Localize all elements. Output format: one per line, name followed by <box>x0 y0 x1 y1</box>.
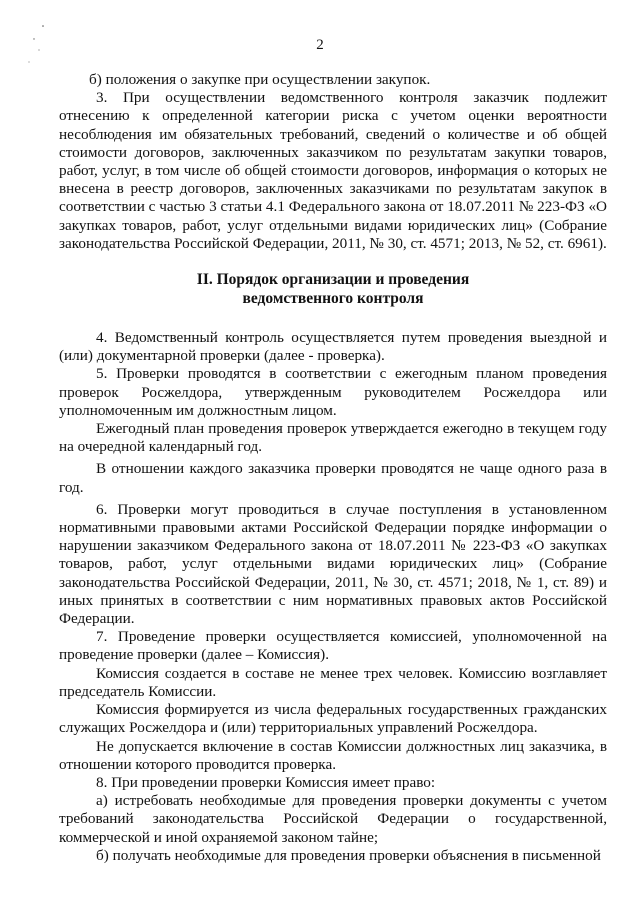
section-heading-line-2: ведомственного контроля <box>242 289 424 307</box>
document-body <box>59 71 607 865</box>
paragraph-commission-formation: Комиссия формируется из числа федеральных государственных гражданских служащих Росжелдора и (или) территориальных управлений Росжелдора. <box>59 701 607 737</box>
section-heading <box>59 271 607 308</box>
section-heading-line-1: II. Порядок организации и проведения <box>196 271 470 289</box>
paragraph-frequency: В отношении каждого заказчика проверки проводятся не чаще одного раза в год. <box>59 460 607 496</box>
paragraph-commission-size: Комиссия создается в составе не менее трех человек. Комиссию возглавляет председатель Комиссии. <box>59 664 607 700</box>
page-number: 2 <box>316 37 324 53</box>
paragraph-point-5: 5. Проверки проводятся в соответствии с ежегодным планом проведения проверок Росжелдора, утвержденным руководителем Росжелдора или уполномоченным им должностным лицом. <box>59 365 607 419</box>
paragraph-point-4: 4. Ведомственный контроль осуществляется путем проведения выездной и (или) документарной проверки (далее - проверка). <box>59 329 607 365</box>
paragraph-annual-plan: Ежегодный план проведения проверок утверждается ежегодно в текущем году на очередной календарный год. <box>59 420 607 456</box>
paragraph-point-6: 6. Проверки могут проводиться в случае поступления в установленном нормативными правовыми актами Российской Федерации порядке информации о нарушении заказчиком Федерального закона от 18.07.2011 № 223-ФЗ «О закупках товаров, работ, услуг отдельными видами юридических лиц» (Собрание законодательства Российской Федерации, 2011, № 30, ст. 4571; 2018, № 1, ст. 89) и иных принятых в соответствии с ним нормативных правовых актов Российской Федерации. <box>59 500 607 628</box>
paragraph-point-8: 8. При проведении проверки Комиссия имеет право: <box>96 773 436 791</box>
paragraph-point-b: б) положения о закупке при осуществлении закупок. <box>89 71 431 88</box>
paragraph-point-7: 7. Проведение проверки осуществляется комиссией, уполномоченной на проведение проверки (далее – Комиссия). <box>59 628 607 664</box>
paragraph-point-3: 3. При осуществлении ведомственного контроля заказчик подлежит отнесению к определенной категории риска с учетом оценки вероятности несоблюдения им обязательных требований, сведений о количестве и об общей стоимости договоров, заключенных заказчиком по результатам закупки товаров, работ, услуг, в том числе об общей стоимости договоров, информация о которых не внесена в реестр договоров, заключенных заказчиками по результатам закупок в соответствии с частью 3 статьи 4.1 Федерального закона от 18.07.2011 № 223-ФЗ «О закупках товаров, работ, услуг отдельными видами юридических лиц» (Собрание законодательства Российской Федерации, 2011, № 30, ст. 4571; 2013, № 52, ст. 6961). <box>59 89 607 252</box>
paragraph-commission-exclusion: Не допускается включение в состав Комиссии должностных лиц заказчика, в отношении которого проводится проверка. <box>59 737 607 773</box>
paragraph-point-8a: а) истребовать необходимые для проведения проверки документы с учетом требований законодательства Российской Федерации о государственной, коммерческой и иной охраняемой законом тайне; <box>59 792 607 846</box>
paragraph-point-8b: б) получать необходимые для проведения проверки объяснения в письменной <box>96 846 601 864</box>
